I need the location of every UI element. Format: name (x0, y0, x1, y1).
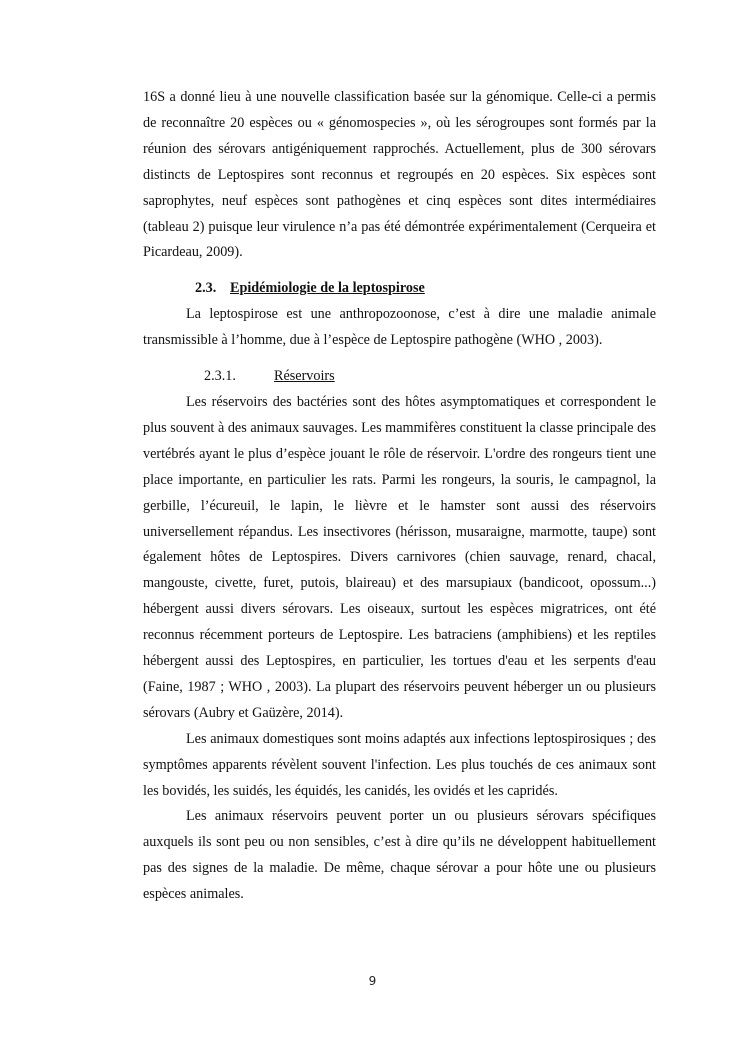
section-heading (143, 276, 656, 302)
reservoirs-paragraph-2: Les animaux domestiques sont moins adaptés aux infections leptospirosiques ; des symptômes apparents révèlent souvent l'infection. Les plus touchés de ces animaux sont les bovidés, les suidés, les équidés, les canidés, les ovidés et les capridés. (143, 730, 656, 799)
reservoirs-paragraph-3: Les animaux réservoirs peuvent porter un ou plusieurs sérovars spécifiques auxquels ils sont peu ou non sensibles, c’est à dire qu’ils ne développent habituellement pas des signes de la maladie. De même, chaque sérovar a pour hôte une ou plusieurs espèces animales. (143, 808, 656, 903)
subsection-number: 2.3.1. (204, 368, 236, 385)
section-number: 2.3. (195, 280, 217, 297)
reservoirs-paragraph-1: Les réservoirs des bactéries sont des hôtes asymptomatiques et correspondent le plus souvent à des animaux sauvages. Les mammifères constituent la classe principale des vertébrés ayant le plus d’espèce jouant le rôle de réservoir. L'ordre des rongeurs tient une place importante, en particulier les rats. Parmi les rongeurs, la souris, le campagnol, la gerbille, l’écureuil, le lapin, le lièvre et le hamster sont aussi des réservoirs universellement répandus. Les insectivores (hérisson, musaraigne, marmotte, taupe) sont également hôtes de Leptospires. Divers carnivores (chien sauvage, renard, chacal, mangouste, civette, furet, putois, blaireau) et des marsupiaux (bandicoot, opossum...) hébergent aussi divers sérovars. Les oiseaux, surtout les espèces migratrices, ont été reconnus récemment porteurs de Leptospire. Les batraciens (amphibiens) et les reptiles hébergent aussi des Leptospires, en particulier, les tortues d'eau et les serpents d'eau (Faine, 1987 ; WHO , 2003). La plupart des réservoirs peuvent héberger un ou plusieurs sérovars (Aubry et Gaüzère, 2014). (143, 393, 656, 721)
page-body (143, 85, 656, 908)
intro-paragraph: 16S a donné lieu à une nouvelle classification basée sur la génomique. Celle-ci a permis de reconnaître 20 espèces ou « génomospecies », où les sérogroupes sont formés par la réunion des sérovars antigéniquement rapprochés. Actuellement, plus de 300 sérovars distincts de Leptospires sont reconnus et regroupés en 20 espèces. Six espèces sont saprophytes, neuf espèces sont pathogènes et cinq espèces sont dites intermédiaires (tableau 2) puisque leur virulence n’a pas été démontrée expérimentalement (Cerqueira et Picardeau, 2009). (143, 89, 656, 261)
page-number: 9 (368, 974, 377, 988)
section-paragraph: La leptospirose est une anthropozoonose, c’est à dire une maladie animale transmissible à l’homme, due à l’espèce de Leptospire pathogène (WHO , 2003). (143, 306, 656, 349)
section-title: Epidémiologie de la leptospirose (230, 280, 425, 297)
subsection-title: Réservoirs (274, 368, 335, 385)
subsection-heading (143, 364, 656, 390)
